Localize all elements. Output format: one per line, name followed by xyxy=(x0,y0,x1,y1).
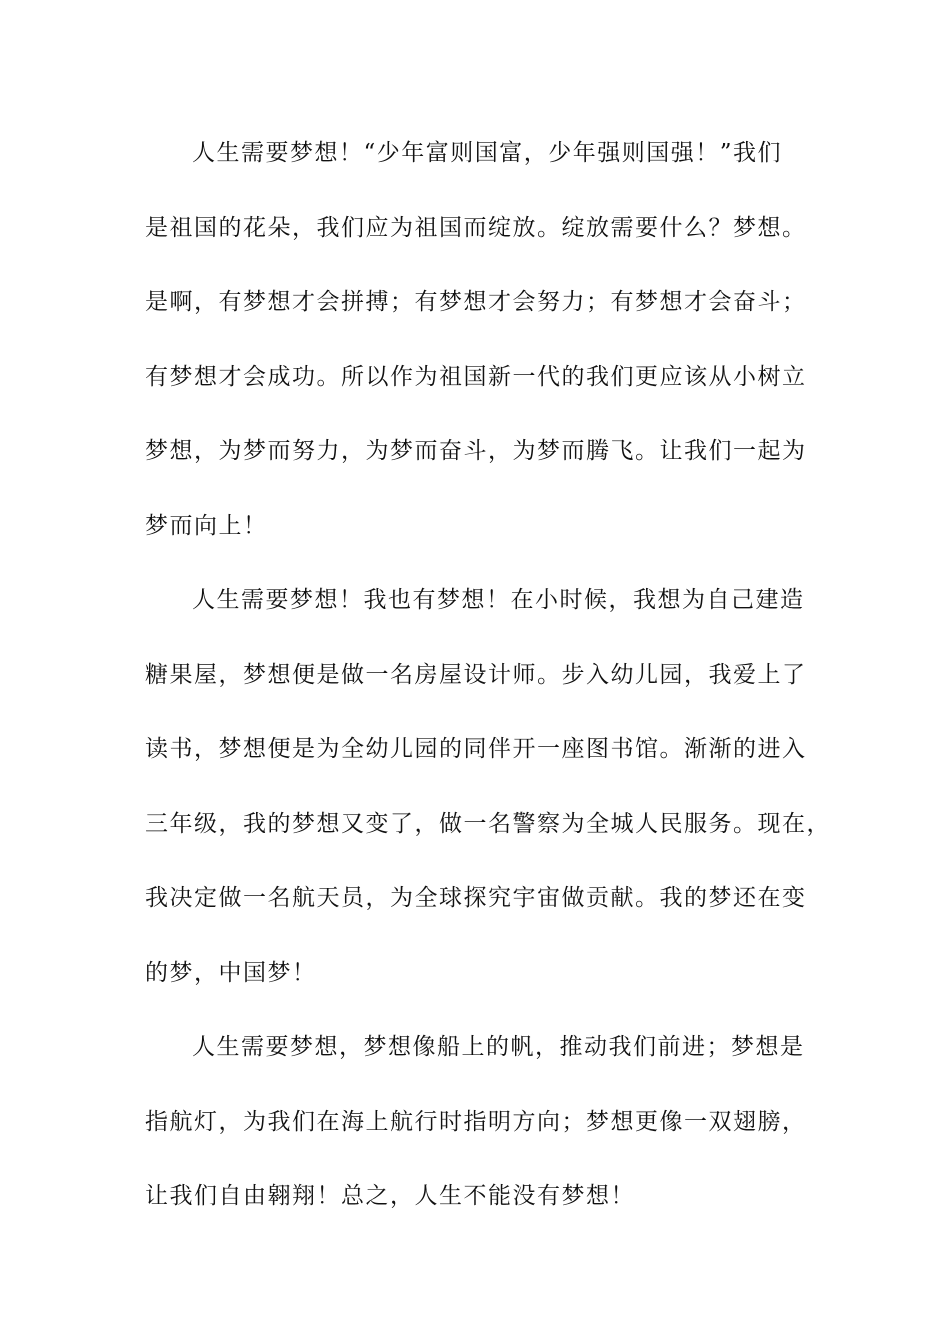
paragraph-3 xyxy=(145,1010,835,1234)
paragraph-line: 三年级，我的梦想又变了，做一名警察为全城人民服务。现在， xyxy=(145,810,831,837)
paragraph-line: 人生需要梦想，梦想像船上的帆，推动我们前进；梦想是 xyxy=(192,1034,805,1060)
paragraph-line: 指航灯，为我们在海上航行时指明方向；梦想更像一双翅膀， xyxy=(145,1108,807,1135)
paragraph-line: 人生需要梦想！我也有梦想！在小时候，我想为自己建造 xyxy=(192,587,805,613)
paragraph-line: 糖果屋，梦想便是做一名房屋设计师。步入幼儿园，我爱上了 xyxy=(145,661,807,688)
paragraph-1 xyxy=(145,116,835,563)
paragraph-line: 读书，梦想便是为全幼儿园的同伴开一座图书馆。渐渐的进入 xyxy=(145,736,807,762)
paragraph-line: 有梦想才会成功。所以作为祖国新一代的我们更应该从小树立 xyxy=(145,363,807,390)
paragraph-line: 人生需要梦想！“少年富则国富，少年强则国强！”我们 xyxy=(192,140,783,166)
paragraph-line: 让我们自由翱翔！总之，人生不能没有梦想！ xyxy=(145,1183,635,1209)
paragraph-line: 是祖国的花朵，我们应为祖国而绽放。绽放需要什么？梦想。 xyxy=(145,214,807,241)
document-body xyxy=(145,116,835,1234)
paragraph-line: 我决定做一名航天员，为全球探究宇宙做贡献。我的梦还在变 xyxy=(145,885,807,911)
paragraph-line: 的梦，中国梦！ xyxy=(145,959,317,986)
paragraph-2 xyxy=(145,563,835,1010)
paragraph-line: 梦而向上！ xyxy=(145,512,268,539)
paragraph-line: 梦想，为梦而努力，为梦而奋斗，为梦而腾飞。让我们一起为 xyxy=(145,438,807,464)
paragraph-line: 是啊，有梦想才会拼搏；有梦想才会努力；有梦想才会奋斗； xyxy=(145,289,807,315)
